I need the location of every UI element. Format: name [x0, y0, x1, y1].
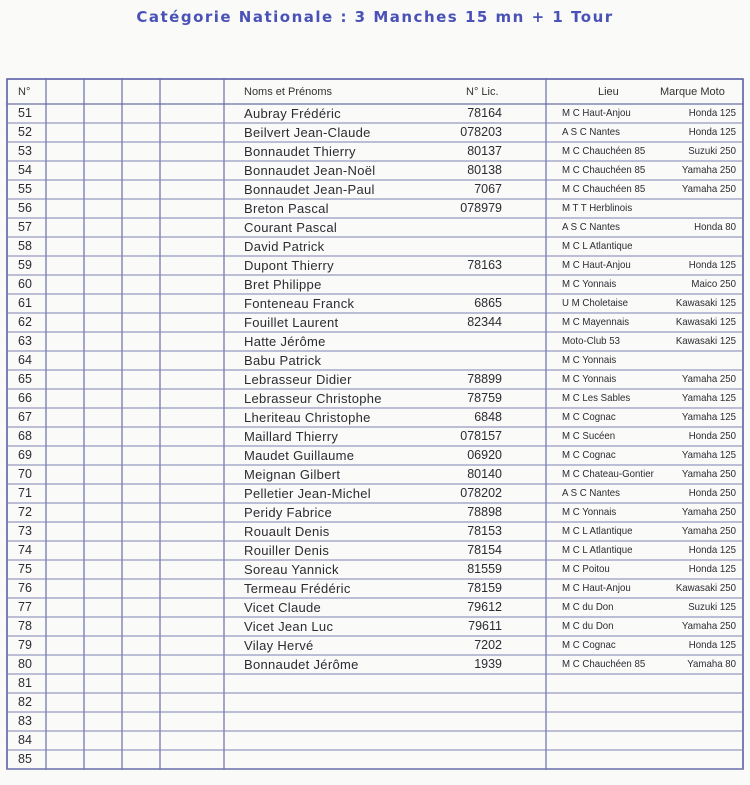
row-licence: 79611 [468, 619, 502, 633]
row-club: M C Haut-Anjou [562, 259, 631, 271]
row-number: 78 [18, 619, 32, 633]
row-moto: Honda 125 [688, 544, 736, 556]
row-moto: Suzuki 125 [688, 601, 736, 613]
row-number: 61 [18, 296, 32, 310]
header-num: N° [18, 86, 31, 98]
row-moto: Honda 250 [688, 487, 736, 499]
row-number: 60 [18, 277, 32, 291]
row-licence: 78759 [467, 391, 502, 405]
table-row [6, 712, 744, 731]
header-lieu: Lieu [598, 86, 619, 98]
row-club: M C Poitou [562, 563, 610, 575]
page-title: Catégorie Nationale : 3 Manches 15 mn + 1 Tour [136, 8, 614, 26]
table-row [6, 199, 744, 218]
row-moto: Yamaha 250 [681, 468, 736, 480]
row-name: Maudet Guillaume [244, 448, 355, 463]
row-moto: Yamaha 250 [681, 373, 736, 385]
row-club: M C Haut-Anjou [562, 582, 631, 594]
row-licence: 78153 [467, 524, 502, 538]
row-number: 85 [18, 752, 32, 766]
row-number: 73 [18, 524, 32, 538]
row-number: 77 [18, 600, 32, 614]
row-licence: 78899 [467, 372, 502, 386]
row-name: Hatte Jérôme [244, 334, 326, 349]
table-row [6, 408, 744, 427]
row-number: 54 [18, 163, 32, 177]
row-number: 63 [18, 334, 32, 348]
row-club: U M Choletaise [562, 297, 629, 309]
table-row [6, 218, 744, 237]
table-row [6, 693, 744, 712]
row-name: Maillard Thierry [244, 429, 339, 444]
row-name: Courant Pascal [244, 220, 338, 235]
row-number: 75 [18, 562, 32, 576]
row-number: 69 [18, 448, 32, 462]
row-name: Rouault Denis [244, 524, 330, 539]
row-club: M C Yonnais [562, 354, 617, 366]
table-row [6, 674, 744, 693]
row-club: M C Chauchéen 85 [562, 164, 646, 176]
row-licence: 06920 [467, 448, 502, 462]
row-name: Bonnaudet Jean-Noël [244, 163, 376, 178]
row-moto: Honda 125 [688, 259, 736, 271]
row-number: 53 [18, 144, 32, 158]
table-row [6, 123, 744, 142]
row-number: 65 [18, 372, 32, 386]
row-moto: Honda 250 [688, 430, 736, 442]
table-row [6, 636, 744, 655]
row-licence: 81559 [467, 562, 502, 576]
header-moto: Marque Moto [660, 86, 725, 98]
table-row [6, 750, 744, 769]
row-licence: 1939 [474, 657, 502, 671]
table-row [6, 180, 744, 199]
row-club: M C du Don [562, 601, 614, 613]
row-licence: 78898 [467, 505, 502, 519]
row-moto: Kawasaki 250 [675, 582, 736, 594]
row-name: Peridy Fabrice [244, 505, 333, 520]
table-row [6, 484, 744, 503]
row-moto: Kawasaki 125 [675, 316, 736, 328]
table-row [6, 655, 744, 674]
row-moto: Honda 125 [688, 107, 736, 119]
row-name: Lebrasseur Didier [244, 372, 352, 387]
row-licence: 79612 [467, 600, 502, 614]
table-row [6, 370, 744, 389]
row-name: Vicet Jean Luc [244, 619, 334, 634]
row-name: Meignan Gilbert [244, 467, 341, 482]
row-moto: Yamaha 125 [681, 392, 736, 404]
table-row [6, 275, 744, 294]
row-number: 76 [18, 581, 32, 595]
row-moto: Kawasaki 125 [675, 297, 736, 309]
row-licence: 80138 [467, 163, 502, 177]
row-club: M C Mayennais [562, 316, 630, 328]
row-name: Fouillet Laurent [244, 315, 339, 330]
table-row [6, 104, 744, 123]
table-row [6, 237, 744, 256]
row-name: Lebrasseur Christophe [244, 391, 382, 406]
table-row [6, 142, 744, 161]
row-number: 84 [18, 733, 32, 747]
row-moto: Honda 125 [688, 126, 736, 138]
row-name: Beilvert Jean-Claude [244, 125, 371, 140]
row-number: 74 [18, 543, 32, 557]
row-club: M C du Don [562, 620, 614, 632]
row-licence: 078979 [460, 201, 502, 215]
row-name: Aubray Frédéric [244, 106, 341, 121]
row-number: 80 [18, 657, 32, 671]
row-club: A S C Nantes [562, 221, 620, 233]
row-licence: 78164 [467, 106, 502, 120]
table-row [6, 465, 744, 484]
row-name: Babu Patrick [244, 353, 322, 368]
row-licence: 82344 [467, 315, 502, 329]
row-club: M C Yonnais [562, 506, 617, 518]
row-moto: Yamaha 250 [681, 620, 736, 632]
row-licence: 7067 [474, 182, 502, 196]
row-club: M C L Atlantique [562, 525, 633, 537]
row-club: M C Les Sables [562, 392, 631, 404]
row-club: M C Chauchéen 85 [562, 145, 646, 157]
row-name: Vicet Claude [244, 600, 322, 615]
row-name: Vilay Hervé [244, 638, 314, 653]
row-licence: 6848 [474, 410, 502, 424]
row-club: A S C Nantes [562, 126, 620, 138]
row-club: M C Cognac [562, 449, 616, 461]
row-club: M C Yonnais [562, 373, 617, 385]
row-number: 67 [18, 410, 32, 424]
entry-table [6, 78, 744, 770]
row-moto: Suzuki 250 [688, 145, 736, 157]
row-licence: 078203 [460, 125, 502, 139]
row-licence: 7202 [474, 638, 502, 652]
row-club: M C Yonnais [562, 278, 617, 290]
row-number: 82 [18, 695, 32, 709]
row-club: M C L Atlantique [562, 544, 633, 556]
row-number: 66 [18, 391, 32, 405]
header-name: Noms et Prénoms [244, 86, 333, 98]
row-licence: 80137 [467, 144, 502, 158]
row-moto: Yamaha 125 [681, 411, 736, 423]
table-row [6, 313, 744, 332]
table-row [6, 294, 744, 313]
row-number: 52 [18, 125, 32, 139]
row-number: 51 [18, 106, 32, 120]
row-name: Bonnaudet Thierry [244, 144, 356, 159]
row-name: David Patrick [244, 239, 325, 254]
row-moto: Yamaha 80 [687, 658, 736, 670]
row-moto: Yamaha 250 [681, 164, 736, 176]
row-club: M C Cognac [562, 639, 616, 651]
row-licence: 078202 [460, 486, 502, 500]
row-licence: 78163 [467, 258, 502, 272]
row-number: 70 [18, 467, 32, 481]
row-club: M C Chateau-Gontier [562, 468, 654, 480]
row-name: Dupont Thierry [244, 258, 334, 273]
row-club: M C Sucéen [562, 430, 616, 442]
row-club: M C L Atlantique [562, 240, 633, 252]
row-licence: 6865 [474, 296, 502, 310]
table-row [6, 256, 744, 275]
row-club: Moto-Club 53 [562, 335, 620, 347]
row-number: 81 [18, 676, 32, 690]
row-number: 56 [18, 201, 32, 215]
row-name: Breton Pascal [244, 201, 329, 216]
row-licence: 80140 [467, 467, 502, 481]
row-number: 57 [18, 220, 32, 234]
row-number: 83 [18, 714, 32, 728]
row-number: 64 [18, 353, 32, 367]
row-number: 58 [18, 239, 32, 253]
row-name: Soreau Yannick [244, 562, 339, 577]
row-name: Bonnaudet Jérôme [244, 657, 359, 672]
row-number: 55 [18, 182, 32, 196]
row-club: M C Haut-Anjou [562, 107, 631, 119]
row-club: M T T Herblinois [562, 202, 633, 214]
table-row [6, 446, 744, 465]
row-moto: Honda 125 [688, 563, 736, 575]
row-moto: Kawasaki 125 [675, 335, 736, 347]
row-moto: Yamaha 125 [681, 449, 736, 461]
table-row [6, 579, 744, 598]
row-number: 71 [18, 486, 32, 500]
row-club: A S C Nantes [562, 487, 620, 499]
table-row [6, 389, 744, 408]
row-number: 79 [18, 638, 32, 652]
row-club: M C Chauchéen 85 [562, 658, 646, 670]
table-row [6, 617, 744, 636]
row-moto: Yamaha 250 [681, 183, 736, 195]
row-moto: Yamaha 250 [681, 525, 736, 537]
row-moto: Maico 250 [691, 278, 736, 290]
table-row [6, 351, 744, 370]
table-row [6, 560, 744, 579]
row-number: 62 [18, 315, 32, 329]
table-row [6, 161, 744, 180]
row-number: 68 [18, 429, 32, 443]
row-name: Termeau Frédéric [244, 581, 351, 596]
table-row [6, 503, 744, 522]
row-club: M C Cognac [562, 411, 616, 423]
row-number: 72 [18, 505, 32, 519]
row-moto: Honda 125 [688, 639, 736, 651]
row-name: Bret Philippe [244, 277, 322, 292]
row-name: Bonnaudet Jean-Paul [244, 182, 375, 197]
table-row [6, 731, 744, 750]
table-row [6, 541, 744, 560]
row-moto: Yamaha 250 [681, 506, 736, 518]
row-moto: Honda 80 [694, 221, 736, 233]
table-row [6, 522, 744, 541]
row-licence: 078157 [460, 429, 502, 443]
row-club: M C Chauchéen 85 [562, 183, 646, 195]
row-licence: 78154 [467, 543, 502, 557]
row-name: Lheriteau Christophe [244, 410, 371, 425]
table-row [6, 332, 744, 351]
row-licence: 78159 [467, 581, 502, 595]
table-row [6, 427, 744, 446]
header-lic: N° Lic. [466, 86, 499, 98]
row-name: Pelletier Jean-Michel [244, 486, 371, 501]
table-header [6, 78, 744, 104]
row-name: Rouiller Denis [244, 543, 330, 558]
table-row [6, 598, 744, 617]
row-name: Fonteneau Franck [244, 296, 355, 311]
row-number: 59 [18, 258, 32, 272]
